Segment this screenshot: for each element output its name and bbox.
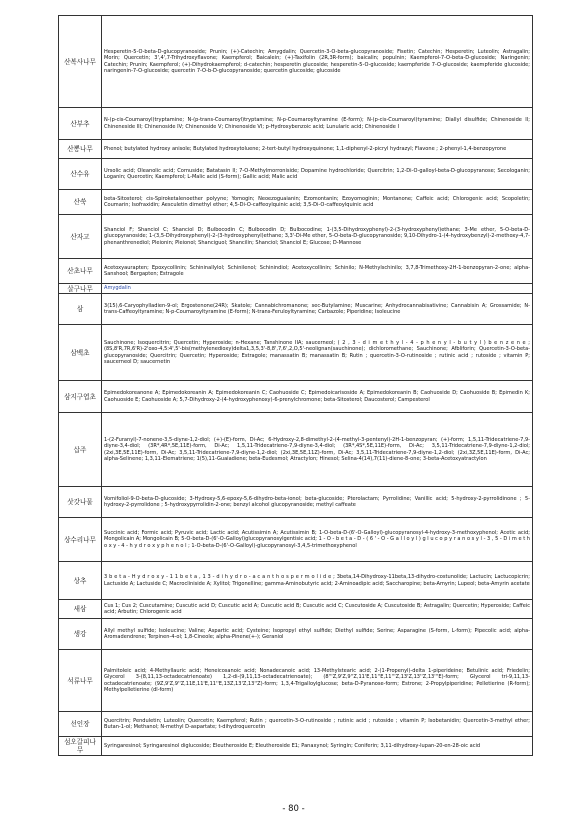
table-row — [59, 619, 533, 650]
table-row — [59, 712, 533, 737]
compound-list-cell: Succinic acid; Formic acid; Pyruvic acid; Lactic acid; Acutissimin A; Acutissimin B; 1-O-beta-D-(6'-O-Galloyl)-glucopyranosyl-4-hydroxy-3-methoxyphenol; Acetic acid; Mongolicain A; Mongolicain B; 5-O-beta-D-(6'-O-Galloyl)glucopyranosylgentisic acid; 1 - O - b e t a - D - ( 6 ' - O - G a l l o y l ) g l u c o p y r a n o s y l - 3 , 5 - D i m e t h o x y - 4 - h y d r o x y p h e n o l ; 1-O-beta-D-(6'-O-Galloyl)-glucopyranosyl-3,4,5-trimethoxyphenol — [102, 518, 533, 562]
compound-list-cell: Syringaresinol; Syringaresinol diglucoside; Eleutheroside E; Eleutheroside E1; Panaxynol; Syringin; Coniferin; 3,11-dihydroxy-lupan-20-en-28-oic acid — [102, 737, 533, 756]
plant-name-cell: 산초나무 — [59, 259, 102, 284]
compound-list-cell: Ursolic acid; Oleanolic acid; Cornuside; Batatasin II; 7-O-Methylmorroniside; Dopamine hydrochloride; Quercitrin; 1,2-Di-O-galloyl-beta-D-glucopyranose; Secologanin; Loganin; Quercetin; Kaempferol; L-Malic acid (S-form); Gallic acid; Malic acid — [102, 159, 533, 190]
table-row — [59, 650, 533, 712]
table-row — [59, 294, 533, 325]
table-row — [59, 600, 533, 619]
plant-name-cell: 삼 — [59, 294, 102, 325]
compound-list-cell: N-(p-cis-Coumaroyl)tryptamine; N-(p-trans-Coumaroyl)tryptamine; N-p-Coumaroyltyramine (E-form); N-(p-cis-Coumaroyl)tyramine; Diallyl disulfide; Chinenoside II; Chineneside III; Chinenoside IV; Chinenoside V; Chinenoside VI; p-Hydroxybenzoic acid; Lunularic acid; Chinenoside I — [102, 108, 533, 140]
compound-list-cell: Hesperetin-5-O-beta-D-glucopyranoside; Prunin; (+)-Catechin; Amygdalin; Quercetin-3-O-beta-glucopyranoside; Fisetin; Catechin; Hesperetin; Luteolin; Astragalin; Morin; Quercetin; 3',4',7-Trihydroxyflavone; Kaempferol; Baicalein; (+)-Taxifolin (2R,3R-form); baicalin; populnin; Kaempferol-7-O-beta-D-glucoside; Naringenin; Catechin; Prunin; Kaempferol; (+)-Dihydrokaempferol; d-catechin; hesperetin glucoside; hesperetin-5-O-glucoside; kaempferide 7-O-glucoside; kaempferide glucoside; naringenin-7-O-glucoside; quercetin 7-O-b-D-glucopyranoside; quercetin glucoside; glucoside — [102, 16, 533, 108]
table-row — [59, 413, 533, 487]
plant-name-cell: 산복사나무 — [59, 16, 102, 108]
compound-list-cell: Acetoxyaurapten; Epoxycollinin; Schininallylol; Schinilenol; Schinindiol; Acetoxycollinin; Schinilo; N-Methylschinilo; 3,7,8-Trimethoxy-2H-1-benzopyran-2-one; alpha-Sanshool; Bergapten; Estragole — [102, 259, 533, 284]
compound-list-cell: Allyl methyl sulfide; Isoleucine; Valine; Aspartic acid; Cysteine; Isopropyl ethyl sulfide; Diethyl sulfide; Serine; Asparagine (S-form, L-form); Pipecolic acid; alpha-Aromadendrene; Terpinen-4-ol; 1,8-Cineole; alpha-Pinene(+-); Geraniol — [102, 619, 533, 650]
table-row — [59, 159, 533, 190]
compound-list-cell: Vomifoliol-9-O-beta-D-glucoside; 3-Hydroxy-5,6-epoxy-5,6-dihydro-beta-ionol; beta-glucoside; Pterolactam; Pyrrolidine; Vanillic acid; 5-hydroxy-2-pyrrolidinone ; 5-hydroxy-2-pyrrolidone ; 5-hydroxypyrrolidin-2-one; benzyl alcohol glucopyranoside; methyl caffeate — [102, 487, 533, 518]
table-row — [59, 190, 533, 215]
plant-name-cell: 살구나무 — [59, 284, 102, 294]
table-row — [59, 518, 533, 562]
table-row — [59, 215, 533, 259]
plant-name-cell: 삽주 — [59, 413, 102, 487]
plant-name-cell: 상수리나무 — [59, 518, 102, 562]
table-row — [59, 108, 533, 140]
plant-name-cell: 섬오갈피나무 — [59, 737, 102, 756]
plant-name-cell: 선인장 — [59, 712, 102, 737]
compound-list-cell: beta-Sitosterol; cis-Spiroketalenoether polyyne; Yomogin; Neoezoguaianin; Ezomontanin; Ezoyomoginin; Montanone; Caffeic acid; Chlorogenic acid; Scopoletin; Coumarin; Isofraxidin; Aesculetin dimethyl ether; 4,5-Di-O-caffeoylquinic acid; 3,5-Di-O-caffeoylquinic acid — [102, 190, 533, 215]
compound-table-body — [59, 16, 533, 756]
plant-name-cell: 생강 — [59, 619, 102, 650]
compound-list-cell: Epimedokoreanone A; Epimedokoreanin A; Epimedokoreanin C; Caohuoside C; Epimedoicarisoside A; Epimedokoreanin B; Caohuoside D; Caohuoside B; Epimedin K; Caohuoside E; Caohuoside A; 5,7-Dihydroxy-2-(4-hydroxyphenoxy)-6-prenylchromone; beta-Sitosterol; Daucosterol; Campesterol — [102, 381, 533, 413]
compound-list-cell: 1-(2-Furanyl)-7-nonene-3,5-diyne-1,2-diol; (+)-(E)-form, Di-Ac; 6-Hydroxy-2,8-dimethyl-2-(4-methyl-3-pentenyl)-2H-1-benzopyran; (+)-form; 1,5,11-Tridecatriene-7,9-diyne-3,4-diol; (3R*,4R*,5E,11E)-form, Di-Ac; 1,5,11-Tridecatriene-7,9-diyne-3,4-diol; (3R*,4S*,5E,11E)-form, Di-Ac; 3,5,11-Tridecatriene-7,9-diyne-1,2-diol; (2xi,3E,5E,11E)-form, Di-Ac; 3,5,11-Tridecatriene-7,9-diyne-1,2-diol; (2xi,3E,5E,11Z)-form, Di-Ac; 3,5,11-Tridecatriene-7,9-diyne-1,2-diol; (2xi,3Z,5E,11E)-form, Di-Ac; alpha-Selinene; 1,3,11-Elematriene; 1(5),11-Guaiadiene; beta-Eudesmol; Atractylon; Hinesol; Selina-4(14),7(11)-diene-8-one; 3-beta-Acetoxyatractylon — [102, 413, 533, 487]
table-row — [59, 259, 533, 284]
compound-list-cell: 3 b e t a - H y d r o x y - 1 1 b e t a , 1 3 - d i h y d r o - a c a n t h o s p e r m o l i d e ; 3beta,14-Dihydroxy-11beta,13-dihydro-costunolide; Lactucin; Lactucopicrin; Lactuside A; Lactuside C; Macrocliniside A; Xylitol; Trigonelline; gamma-Aminobutyric acid; 2-Aminoadipic acid; Saccharopine; beta-Amyrin; Lupeol; beta-Amyrin acetate — [102, 562, 533, 600]
compound-list-cell: Shanciol F; Shanciol C; Shanciol D; Bulbocodin C; Bulbocodin D; Bulbocodine; 1-(3,5-Dihydroxyphenyl)-2-(3-hydroxyphenyl)ethane; 3-Me ether, 5-O-beta-D-glucopyranoside; 1-(3,5-Dihydroxyphenyl)-2-(3-hydroxyphenyl)ethane; 3,3'-Di-Me ether, 5-O-beta-D-glucopyranoside; 9,10-Dihydro-1-(4-hydroxybenzyl)-2-methoxy-4,7-phenanthrenediol; Pleionin; Pleionol; Shanciguol; Shancilin; Shanciol; Shanciol E; Glucose; D-Mannose — [102, 215, 533, 259]
plant-name-cell: 삿갓나물 — [59, 487, 102, 518]
page-number: - 80 - — [282, 804, 305, 814]
plant-name-cell: 산자고 — [59, 215, 102, 259]
plant-name-cell: 산부추 — [59, 108, 102, 140]
plant-name-cell: 삼백초 — [59, 325, 102, 381]
table-row — [59, 140, 533, 159]
table-row — [59, 284, 533, 294]
plant-name-cell: 산뽕나무 — [59, 140, 102, 159]
table-row — [59, 562, 533, 600]
compound-list-cell: Quercitrin; Penduletin; Luteolin; Quercetin; Kaempferol; Rutin ; quercetin-3-O-rutinoside ; rutinic acid ; rutoside ; vitamin P; Isobetanidin; Quercetin-3-methyl ether; Butan-1-ol; Methanol; N-methyl D-aspartate; t-dihydroquercetin — [102, 712, 533, 737]
compound-list-cell: Palmitoleic acid; 4-Methyllauric acid; Heneicosanoic acid; Nonadecanoic acid; 13-Methylstearic acid; 2-(1-Propenyl)-delta 1-piperideine; Betulinic acid; Friedelin; Glycerol 3-(8,11,13-octadecatrienoate) 1,2-di-(9,11,13-octadecatrienoate); (8'''Z,9'Z,9''Z,11'E,11''E,11'''Z,13'Z,13''Z,13'''E)-form; Glycerol tri-9,11,13-octadecatrienoate; (9Z,9'Z,9''Z,11E,11'E,11''E,13Z,13'Z,13''Z)-form; 1,3,4-Trigalloylglucose; beta-D-Pyranose-form; Estrone; 2-Propylpiperidine; Pelletierine (R-form); Methylpelletierine (dl-form) — [102, 650, 533, 712]
plant-name-cell: 삼지구엽초 — [59, 381, 102, 413]
plant-name-cell: 석류나무 — [59, 650, 102, 712]
compound-list-cell: Sauchinone; Isoquercitrin; Quercetin; Hyperoside; n-Hexane; Tanshinone IIA; saucerneol; ( 2 , 3 - d i m e t h y l - 4 - p h e n y l - b u t y l ) b e n z e n e ; (8S,8'R,7R,6'R)-2'oxo-4,5:4',5'-bis(methylenedioxy)delta1,3,5,3'-8,8',7,6',2,O,5'-neolignan(sauchinone); dichloromethane; Sauchinone; Afbliforin; Quercetin-3-O-beta-glucopyranoside; Quercitrin; Quercetin; Hyperoside; Estragole; manassatin B; manassatin B; Rutin ; quercetin-3-O-rutinoside ; rutinic acid ; rutoside ; vitamin P; saucerneol D; saucernetin — [102, 325, 533, 381]
plant-name-cell: 산쑥 — [59, 190, 102, 215]
table-row — [59, 737, 533, 756]
compound-list-cell: Amygdalin — [102, 284, 533, 294]
compound-list-cell: 3(15),6-Caryophylladien-9-ol; Ergostenone(24R); Skatole; Cannabichromanone; sec-Butylamine; Muscarine; Anhydrocannabisativine; Cannabisin A; Grossamide; N-trans-Caffeoyltyramine; N-p-Coumaroyltyramine (E-form); N-trans-Feruloyltyramine; Carbazole; Piperidine; Isoleucine — [102, 294, 533, 325]
compound-list-cell: Phenol; butylated hydroxy anisole; Butylated hydroxytoluene; 2-tert-butyl hydroxyquinone; 1,1-diphenyl-2-picryl hydrazyl; Flavone ; 2-phenyl-1,4-benzopyrone — [102, 140, 533, 159]
plant-name-cell: 상추 — [59, 562, 102, 600]
table-row — [59, 325, 533, 381]
table-row — [59, 16, 533, 108]
compound-table — [58, 15, 533, 756]
table-row — [59, 487, 533, 518]
table-row — [59, 381, 533, 413]
compound-list-cell: Cus 1; Cus 2; Cuscutamine; Cuscutic acid D; Cuscutic acid A; Cuscutic acid B; Cuscutic acid C; Cuscutoside A; Cuscutoside B; Astragalin; Quercetin; Hyperoside; Caffeic acid; Arbutin; Chlorogenic acid — [102, 600, 533, 619]
plant-name-cell: 새삼 — [59, 600, 102, 619]
plant-name-cell: 산수유 — [59, 159, 102, 190]
